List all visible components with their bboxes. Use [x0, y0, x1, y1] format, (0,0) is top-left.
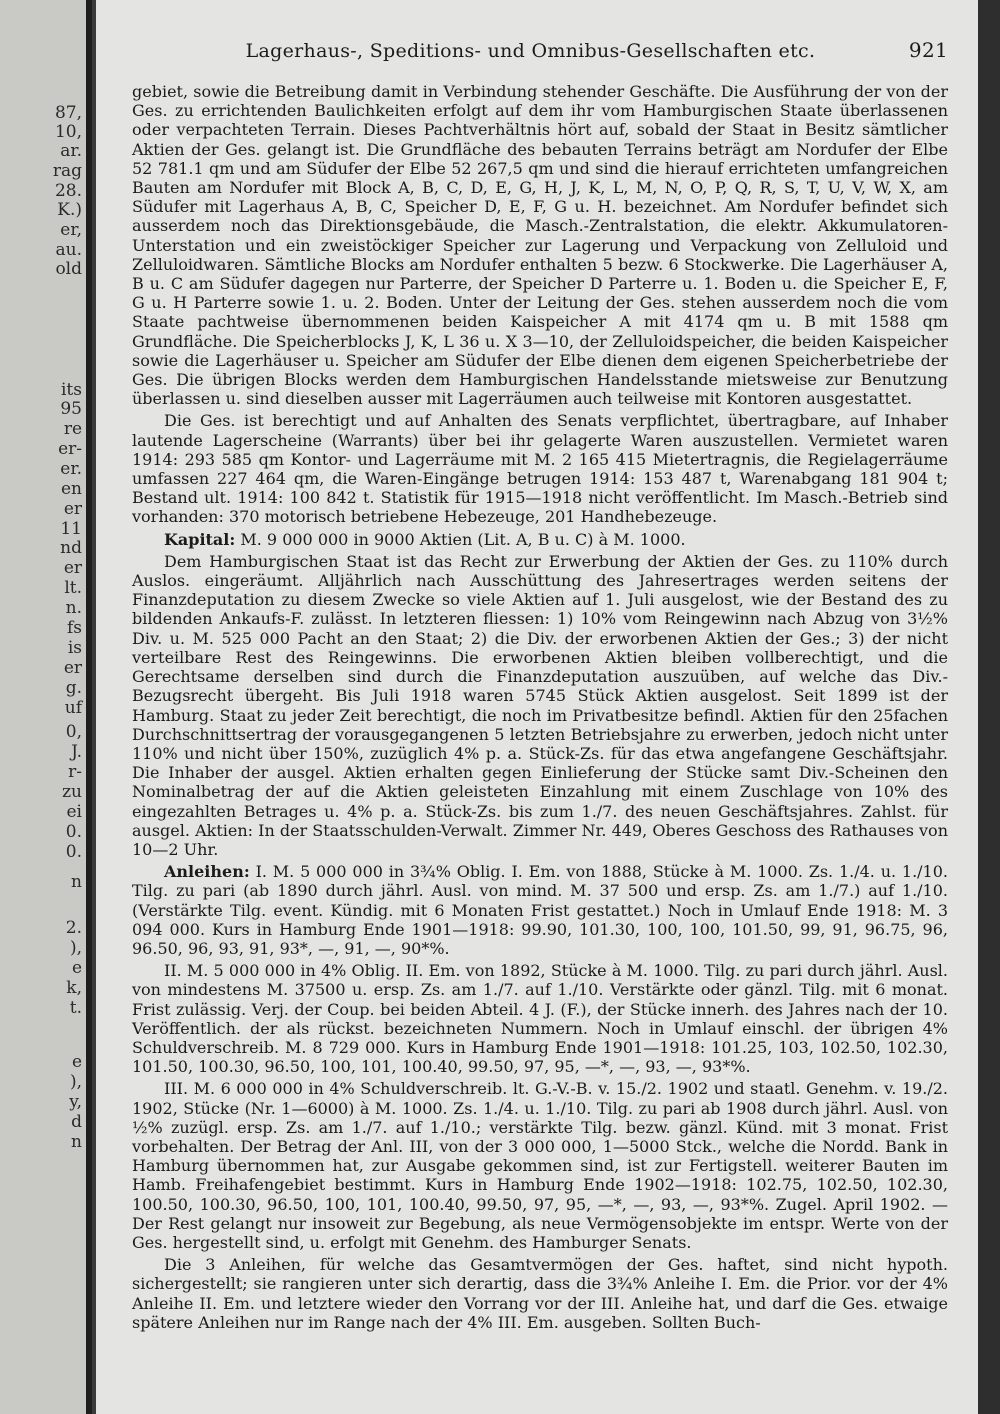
margin-fragment: K.) [57, 200, 82, 220]
margin-fragment: 95 [60, 399, 82, 419]
margin-fragment: 0, [65, 722, 82, 742]
margin-fragment: old [55, 259, 82, 279]
paragraph-p2 [132, 411, 948, 526]
paragraph-p4 [132, 552, 948, 859]
margin-fragment: er, [60, 220, 82, 240]
document-page [96, 0, 978, 1414]
margin-fragment: rag [52, 161, 82, 181]
paragraph-p3 [132, 530, 948, 549]
margin-fragment: er- [58, 439, 82, 459]
paragraph-text: III. M. 6 000 000 in 4% Schuldverschreib. lt. G.-V.-B. v. 15./2. 1902 und staatl. Genehm. v. 19./2. 1902, Stücke (Nr. 1—6000) à M. 1000. Zs. 1./4. u. 1./10. Tilg. zu pari ab 1908 durch jährl. Ausl. von ½% zuzügl. ersp. Zs. am 1./7. auf 1./10.; verstärkte Tilg. bezw. gänzl. Künd. mit 3 monat. Frist vorbehalten. Der Betrag der Anl. III, von der 3 000 000, 1—5000 Stck., welche die Nordd. Bank in Hamburg übernommen hat, zur Ausgabe gekommen sind, ist zur Fertigstell. weiterer Bauten im Hamb. Freihafengebiet bestimmt. Kurs in Hamburg Ende 1902—1918: 102.75, 102.50, 102.30, 100.50, 100.30, 96.50, 100, 101, 100.40, 99.50, 97, 95, —*, —, 93, —, 93*%. Zugel. April 1902. — Der Rest gelangt nur insoweit zur Begebung, als neue Vermögensobjekte im entspr. Werte von der Ges. hergestellt sind, u. erfolgt mit Genehm. des Hamburger Senats. [132, 1079, 948, 1252]
margin-fragment: 87, [54, 103, 82, 123]
margin-fragment: er [63, 658, 82, 678]
paragraph-text: M. 9 000 000 in 9000 Aktien (Lit. A, B u. C) à M. 1000. [240, 529, 686, 549]
margin-fragment: er [63, 499, 82, 519]
margin-fragment: 28. [54, 181, 82, 201]
adjacent-page-strip [0, 0, 92, 1414]
paragraph-p1 [132, 82, 948, 408]
page-header [132, 38, 948, 62]
margin-fragment: e [71, 958, 82, 978]
margin-fragment: its [61, 380, 82, 400]
margin-fragment: 2. [65, 918, 82, 938]
margin-fragment: n. [65, 598, 82, 618]
section-label: Kapital: [164, 529, 236, 549]
margin-fragment: k, [66, 978, 82, 998]
paragraph-p5 [132, 862, 948, 958]
margin-fragment: fs [66, 618, 82, 638]
margin-fragment: 0. [65, 842, 82, 862]
section-label: Anleihen: [164, 862, 250, 882]
margin-fragment: n [71, 1132, 82, 1152]
margin-fragment: y, [69, 1092, 82, 1112]
paragraph-text: I. M. 5 000 000 in 3¾% Oblig. I. Em. von 1888, Stücke à M. 1000. Zs. 1./4. u. 1./10. Tilg. zu pari (ab 1890 durch jährl. Ausl. von mind. M. 37 500 und ersp. Zs. am 1./7.) auf 1./10. (Verstärkte Tilg. event. Kündig. mit 6 Monaten Frist gestattet.) Noch in Umlauf Ende 1918: M. 3 094 000. Kurs in Hamburg Ende 1901—1918: 99.90, 101.30, 100, 100, 101.50, 99, 91, 96.75, 96, 96.50, 96, 93, 91, 93*, —, 91, —, 90*%. [132, 862, 948, 958]
margin-fragment: nd [60, 538, 82, 558]
paragraph-text: gebiet, sowie die Betreibung damit in Verbindung stehender Geschäfte. Die Ausführung der von der Ges. zu errichtenden Baulichkeiten erfolgt auf dem ihr vom Hamburgischen Staate überlassenen oder verpachteten Terrain. Dieses Pachtverhältnis hört auf, sobald der Staat in Besitz sämtlicher Aktien der Ges. gelangt ist. Die Grundfläche des bebauten Terrains beträgt am Nordufer der Elbe 52 781.1 qm und am Südufer der Elbe 52 267,5 qm und sind die hierauf errichteten umfangreichen Bauten am Nordufer mit Block A, B, C, D, E, G, H, J, K, L, M, N, O, P, Q, R, S, T, U, V, W, X, am Südufer mit Lagerhaus A, B, C, Speicher D, E, F, G u. H. bezeichnet. Am Nordufer befindet sich ausserdem noch das Direktionsgebäude, die Masch.-Zentralstation, die elektr. Akkumulatoren-Unterstation und ein zweistöckiger Speicher zur Lagerung und Verpackung von Zelluloid und Zelluloidwaren. Sämtliche Blocks am Nordufer enthalten 5 bezw. 6 Stockwerke. Die Lagerhäuser A, B u. C am Südufer dagegen nur Parterre, der Speicher D Parterre u. 1. Boden u. die Speicher E, F, G u. H Parterre sowie 1. u. 2. Boden. Unter der Leitung der Ges. stehen ausserdem noch die vom Staate pachtweise übernommenen beiden Kaispeicher A mit 4174 qm u. B mit 1588 qm Grundfläche. Die Speicherblocks J, K, L 36 u. X 3—10, der Zelluloidspeicher, die beiden Kaispeicher sowie die Lagerhäuser u. Speicher am Südufer der Elbe dienen dem eigenen Speicherbetriebe der Ges. Die übrigen Blocks werden dem Hamburgischen Handelsstande mietsweise zur Benutzung überlassen u. sind dieselben ausser mit Lagerräumen auch teilweise mit Kontoren ausgestattet. [132, 82, 948, 409]
margin-fragment: e [71, 1052, 82, 1072]
margin-fragment: zu [62, 782, 82, 802]
running-title: Lagerhaus-, Speditions- und Omnibus-Gesellschaften etc. [245, 40, 816, 62]
margin-fragment: n [71, 872, 82, 892]
margin-fragment: t. [69, 998, 82, 1018]
margin-fragment: re [63, 419, 82, 439]
margin-fragment: d [71, 1112, 82, 1132]
margin-fragment: J. [71, 742, 82, 762]
margin-fragment: 11 [60, 519, 82, 539]
margin-fragment: au. [55, 240, 82, 260]
paragraph-text: Die 3 Anleihen, für welche das Gesamtvermögen der Ges. haftet, sind nicht hypoth. sichergestellt; sie rangieren unter sich derartig, dass die 3¾% Anleihe I. Em. die Prior. vor der 4% Anleihe II. Em. und letztere wieder den Vorrang vor der III. Anleihe hat, und darf die Ges. etwaige spätere Anleihen nur im Range nach der 4% III. Em. ausgeben. Sollten Buch- [132, 1255, 948, 1332]
margin-fragment: is [67, 638, 82, 658]
margin-fragment: 10, [54, 122, 82, 142]
body-text [132, 82, 948, 1332]
margin-fragment: ), [69, 1072, 82, 1092]
paragraph-p7 [132, 1079, 948, 1252]
margin-fragment: en [60, 479, 82, 499]
margin-fragment: g. [65, 678, 82, 698]
scan-edge-shadow [978, 0, 1000, 1414]
margin-fragment: ar. [60, 141, 82, 161]
margin-fragment: er [63, 558, 82, 578]
paragraph-text: II. M. 5 000 000 in 4% Oblig. II. Em. von 1892, Stücke à M. 1000. Tilg. zu pari durch jährl. Ausl. von mindestens M. 37500 u. ersp. Zs. am 1./7. auf 1./10. Verstärkte oder gänzl. Tilg. mit 6 monat. Frist zulässig. Verj. der Coup. bei beiden Abteil. 4 J. (F.), der Stücke innerh. des Jahres nach der 10. Veröffentlich. der als rückst. bezeichneten Nummern. Noch in Umlauf einschl. der übrigen 4% Schuldverschreib. M. 8 729 000. Kurs in Hamburg Ende 1901—1918: 101.25, 103, 102.50, 102.30, 101.50, 100.30, 96.50, 100, 101, 100.40, 99.50, 97, 95, —*, —, 93, —, 93*%. [132, 961, 948, 1077]
paragraph-text: Die Ges. ist berechtigt und auf Anhalten des Senats verpflichtet, übertragbare, auf Inhaber lautende Lagerscheine (Warrants) über bei ihr gelagerte Waren auszustellen. Vermietet waren 1914: 293 585 qm Kontor- und Lagerräume mit M. 2 165 415 Mietertragnis, die Regielagerräume umfassen 227 464 qm, die Waren-Eingänge betrugen 1914: 153 487 t, Warenabgang 181 904 t; Bestand ult. 1914: 100 842 t. Statistik für 1915—1918 nicht veröffentlicht. Im Masch.-Betrieb sind vorhanden: 370 motorisch betriebene Hebezeuge, 201 Handhebezeuge. [132, 411, 948, 527]
page-number: 921 [908, 38, 948, 62]
margin-fragment: er. [60, 459, 82, 479]
margin-fragment: ), [69, 938, 82, 958]
margin-fragment: r- [68, 762, 82, 782]
margin-fragment: ei [66, 802, 82, 822]
margin-fragment: 0. [65, 822, 82, 842]
margin-fragment: uf [64, 698, 82, 718]
margin-fragment: lt. [64, 578, 82, 598]
paragraph-p8 [132, 1255, 948, 1332]
paragraph-text: Dem Hamburgischen Staat ist das Recht zur Erwerbung der Aktien der Ges. zu 110% durch Auslos. eingeräumt. Alljährlich nach Ausschüttung des Jahresertrages werden seitens der Finanzdeputation zu diesem Zwecke so viele Aktien auf 1. Juli ausgelost, wie der Bestand des zu bildenden Ankaufs-F. zulässt. In letzteren fliessen: 1) 10% vom Reingewinn nach Abzug von 3½% Div. u. M. 525 000 Pacht an den Staat; 2) die Div. der erworbenen Aktien der Ges.; 3) der nicht verteilbare Rest des Reingewinns. Die erworbenen Aktien bleiben vollberechtigt, und die Gerechtsame derselben sind durch die Finanzdeputation auszuüben, auf welche das Div.-Bezugsrecht übergeht. Bis Juli 1918 waren 5745 Stück Aktien ausgelost. Seit 1899 ist der Hamburg. Staat zu jeder Zeit berechtigt, die noch im Privatbesitze befindl. Aktien für den 25fachen Durchschnittsertrag der vorausgegangenen 5 letzten Betriebsjahre zu erwerben, jedoch nicht unter 110% und nicht über 150%, zuzüglich 4% p. a. Stück-Zs. für das etwa angefangene Geschäftsjahr. Die Inhaber der ausgel. Aktien erhalten gegen Einlieferung der Stücke samt Div.-Scheinen den Nominalbetrag der auf die Aktien geleisteten Einzahlung mit einem Zuschlage von 10% des eingezahlten Betrages u. 4% p. a. Stück-Zs. bis zum 1./7. des neuen Geschäftsjahres. Zahlst. für ausgel. Aktien: In der Staatsschulden-Verwalt. Zimmer Nr. 449, Oberes Geschoss des Rathauses von 10—2 Uhr. [132, 551, 948, 859]
paragraph-p6 [132, 961, 948, 1076]
